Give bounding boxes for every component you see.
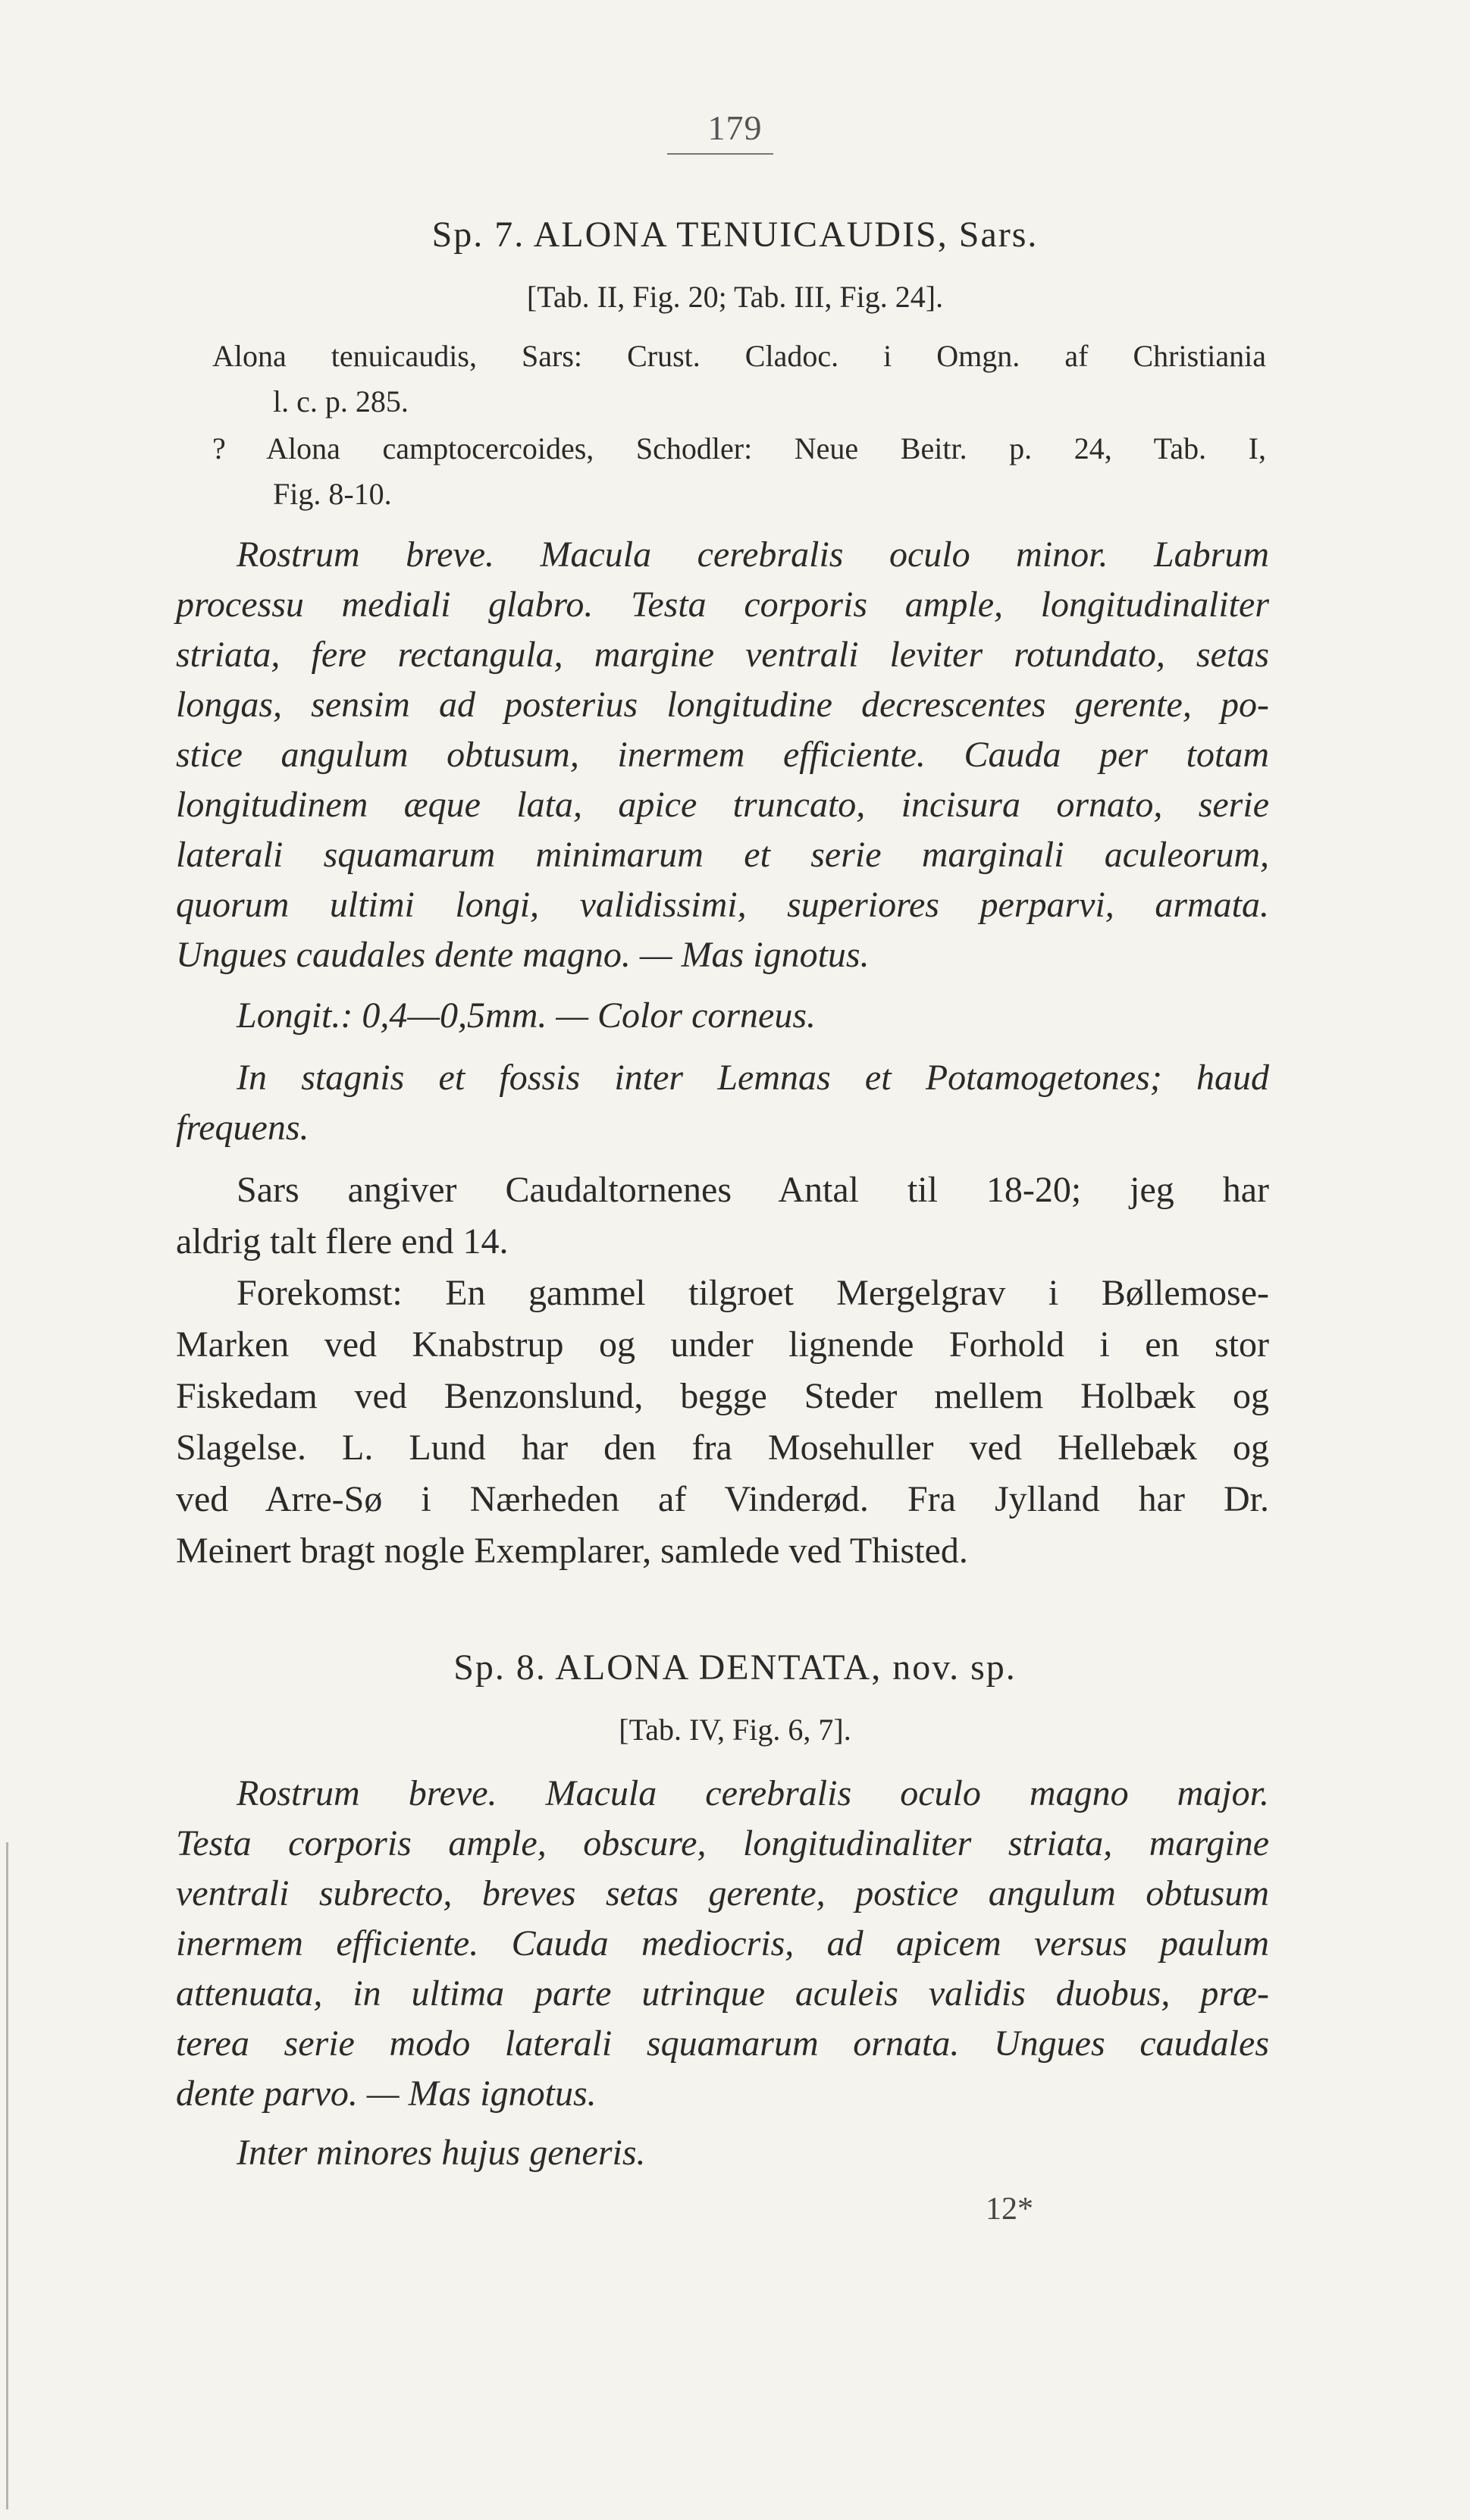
species7-danish-line: Slagelse. L. Lund har den fra Mosehuller ved Hellebæk og xyxy=(176,1428,1269,1468)
species7-latin-line: laterali squamarum minimarum et serie marginali aculeorum, xyxy=(176,835,1269,875)
species8-habitat: Inter minores hujus generis. xyxy=(237,2133,646,2173)
species7-latin-line: Ungues caudales dente magno. — Mas ignotus. xyxy=(176,935,870,975)
species7-habitat-line1: In stagnis et fossis inter Lemnas et Potamogetones; haud xyxy=(237,1058,1269,1098)
species8-latin-line: ventrali subrecto, breves setas gerente, postice angulum obtusum xyxy=(176,1873,1269,1914)
species8-heading: Sp. 8. ALONA DENTATA, nov. sp. xyxy=(453,1647,1017,1688)
species7-synonym2-line2: Fig. 8-10. xyxy=(273,477,392,511)
species7-synonym1-line2: l. c. p. 285. xyxy=(273,384,409,418)
species8-latin-line: inermem efficiente. Cauda mediocris, ad apicem versus paulum xyxy=(176,1923,1269,1964)
species7-latin-line: processu mediali glabro. Testa corporis ample, longitudinaliter xyxy=(176,585,1269,625)
species7-danish-line: Marken ved Knabstrup og under lignende Forhold i en stor xyxy=(176,1324,1269,1365)
species7-danish-line: Sars angiver Caudaltornenes Antal til 18-20; jeg har xyxy=(237,1170,1269,1210)
species8-latin-line: attenuata, in ultima parte utrinque aculeis validis duobus, præ- xyxy=(176,1973,1269,2014)
species8-latin-line: Rostrum breve. Macula cerebralis oculo magno major. xyxy=(237,1773,1269,1813)
species7-latin-line: Rostrum breve. Macula cerebralis oculo minor. Labrum xyxy=(237,534,1269,575)
species8-latin-line: dente parvo. — Mas ignotus. xyxy=(176,2073,597,2114)
species7-tab-ref: [Tab. II, Fig. 20; Tab. III, Fig. 24]. xyxy=(526,280,944,314)
species7-heading: Sp. 7. ALONA TENUICAUDIS, Sars. xyxy=(431,215,1039,255)
page-number: 179 xyxy=(707,108,763,147)
species7-danish-line: aldrig talt flere end 14. xyxy=(176,1221,509,1262)
species7-danish-line: Forekomst: En gammel tilgroet Mergelgrav i Bøllemose- xyxy=(237,1273,1269,1313)
species7-synonym2-line1: ? Alona camptocercoides, Schodler: Neue Beitr. p. 24, Tab. I, xyxy=(212,431,1266,465)
species8-latin-line: Testa corporis ample, obscure, longitudinaliter striata, margine xyxy=(176,1823,1269,1863)
signature-mark: 12* xyxy=(986,2192,1033,2227)
species7-danish-line: Fiskedam ved Benzonslund, begge Steder mellem Holbæk og xyxy=(176,1376,1269,1416)
species7-synonym1-line1: Alona tenuicaudis, Sars: Crust. Cladoc. i Omgn. af Christiania xyxy=(212,339,1266,373)
species7-latin-line: stice angulum obtusum, inermem efficiente. Cauda per totam xyxy=(176,735,1269,775)
species7-latin-line: longitudinem æque lata, apice truncato, incisura ornato, serie xyxy=(176,785,1269,825)
species7-latin-line: striata, fere rectangula, margine ventrali leviter rotundato, setas xyxy=(176,635,1269,675)
scan-edge-line xyxy=(6,1842,8,2509)
species7-habitat-line2: frequens. xyxy=(176,1108,309,1148)
page-number-rule xyxy=(667,153,773,155)
species8-latin-line: terea serie modo laterali squamarum ornata. Ungues caudales xyxy=(176,2023,1269,2064)
species7-latin-line: quorum ultimi longi, validissimi, superiores perparvi, armata. xyxy=(176,885,1269,925)
species7-danish-line: Meinert bragt nogle Exemplarer, samlede ved Thisted. xyxy=(176,1531,968,1571)
species7-longitude: Longit.: 0,4—0,5mm. — Color corneus. xyxy=(237,995,816,1036)
species8-tab-ref: [Tab. IV, Fig. 6, 7]. xyxy=(619,1713,851,1747)
species7-latin-line: longas, sensim ad posterius longitudine decrescentes gerente, po- xyxy=(176,685,1269,725)
species7-danish-line: ved Arre-Sø i Nærheden af Vinderød. Fra Jylland har Dr. xyxy=(176,1479,1269,1519)
